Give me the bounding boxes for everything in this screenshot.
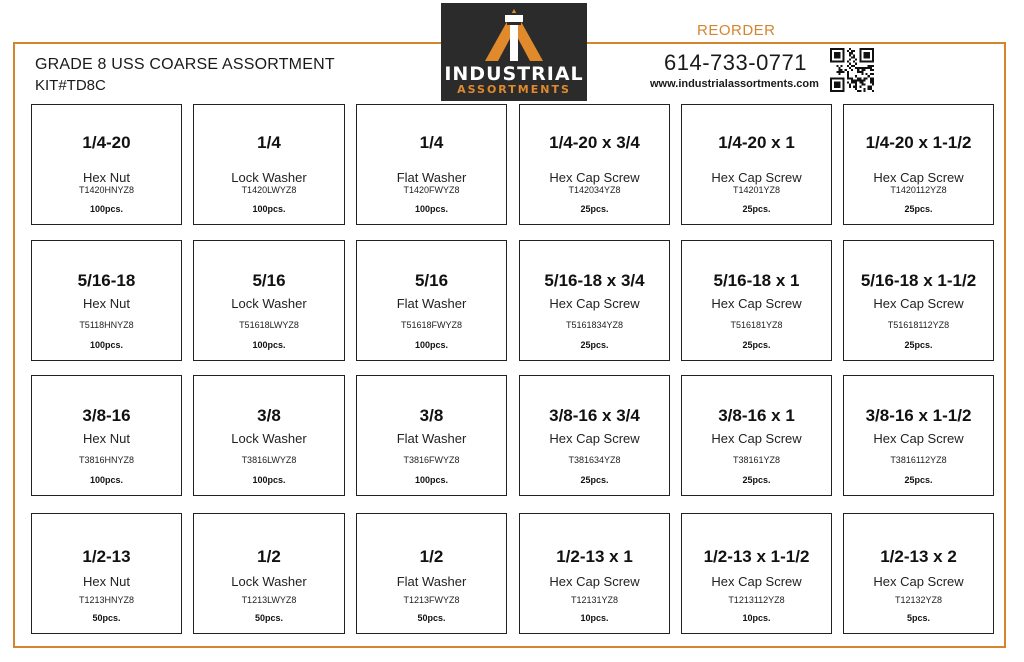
reorder-label: REORDER: [697, 22, 776, 39]
part-name: Hex Cap Screw: [873, 574, 964, 589]
part-code: T1420LWYZ8: [241, 185, 297, 195]
part-name: Hex Cap Screw: [549, 431, 640, 446]
part-name: Hex Nut: [83, 574, 130, 589]
part-quantity: 25pcs.: [742, 204, 771, 214]
part-name: Hex Cap Screw: [711, 170, 802, 185]
part-cell: [193, 513, 345, 634]
part-name: Lock Washer: [231, 170, 307, 185]
part-cell: [519, 375, 670, 496]
kit-number: KIT#TD8C: [35, 77, 106, 94]
part-name: Hex Cap Screw: [549, 296, 640, 311]
part-size: 1/2-13 x 2: [880, 547, 957, 566]
part-code: T1420FWYZ8: [403, 185, 460, 195]
part-cell: [31, 513, 182, 634]
part-code: T38161YZ8: [732, 455, 781, 465]
part-quantity: 100pcs.: [414, 475, 449, 485]
part-name: Lock Washer: [231, 574, 307, 589]
part-code: T516181YZ8: [730, 320, 783, 330]
part-code: T14201YZ8: [732, 185, 781, 195]
part-name: Hex Cap Screw: [873, 296, 964, 311]
part-size: 5/16-18 x 1: [713, 271, 800, 290]
part-cell: [31, 240, 182, 361]
part-name: Hex Cap Screw: [711, 296, 802, 311]
part-code: T3816HNYZ8: [78, 455, 135, 465]
part-cell: [681, 513, 832, 634]
part-cell: [31, 375, 182, 496]
part-cell: [519, 240, 670, 361]
part-code: T381634YZ8: [568, 455, 621, 465]
part-quantity: 25pcs.: [580, 340, 609, 350]
part-name: Hex Cap Screw: [549, 170, 640, 185]
part-cell: [843, 240, 994, 361]
part-name: Hex Cap Screw: [711, 574, 802, 589]
part-cell: [843, 104, 994, 225]
part-cell: [193, 104, 345, 225]
part-code: T12131YZ8: [570, 595, 619, 605]
part-quantity: 50pcs.: [417, 613, 446, 623]
part-size: 1/4-20 x 1-1/2: [865, 133, 972, 152]
part-quantity: 25pcs.: [742, 475, 771, 485]
part-code: T5161834YZ8: [565, 320, 624, 330]
part-quantity: 10pcs.: [580, 613, 609, 623]
part-name: Hex Nut: [83, 296, 130, 311]
part-code: T51618FWYZ8: [400, 320, 463, 330]
part-name: Hex Cap Screw: [549, 574, 640, 589]
part-quantity: 5pcs.: [906, 613, 930, 623]
part-name: Flat Washer: [396, 296, 467, 311]
part-cell: [843, 375, 994, 496]
part-cell: [356, 375, 507, 496]
part-cell: [356, 104, 507, 225]
part-code: T1420HNYZ8: [78, 185, 135, 195]
part-cell: [356, 513, 507, 634]
part-size: 1/4: [419, 133, 444, 152]
part-code: T1213FWYZ8: [403, 595, 460, 605]
part-size: 3/8-16: [82, 406, 131, 425]
part-quantity: 100pcs.: [414, 204, 449, 214]
part-cell: [31, 104, 182, 225]
part-name: Hex Cap Screw: [711, 431, 802, 446]
part-code: T3816112YZ8: [890, 455, 947, 465]
part-quantity: 100pcs.: [89, 204, 124, 214]
part-code: T3816FWYZ8: [403, 455, 460, 465]
part-quantity: 10pcs.: [742, 613, 771, 623]
logo-text-assortments: ASSORTMENTS: [457, 83, 571, 96]
part-name: Hex Cap Screw: [873, 170, 964, 185]
part-quantity: 25pcs.: [904, 475, 933, 485]
part-size: 5/16-18 x 1-1/2: [860, 271, 977, 290]
part-quantity: 25pcs.: [580, 204, 609, 214]
part-code: T3816LWYZ8: [241, 455, 297, 465]
part-code: T51618LWYZ8: [239, 320, 299, 330]
part-name: Flat Washer: [396, 574, 467, 589]
logo-text-industrial: INDUSTRIAL: [444, 63, 584, 85]
part-size: 1/4-20 x 1: [718, 133, 795, 152]
part-cell: [681, 375, 832, 496]
logo-mark-icon: [441, 3, 587, 65]
part-size: 1/2: [257, 547, 281, 566]
part-code: T1213112YZ8: [728, 595, 785, 605]
part-name: Flat Washer: [396, 170, 467, 185]
part-name: Hex Cap Screw: [873, 431, 964, 446]
part-size: 5/16: [252, 271, 286, 290]
part-size: 3/8-16 x 1-1/2: [865, 406, 972, 425]
part-quantity: 50pcs.: [254, 613, 284, 623]
part-size: 5/16-18 x 3/4: [544, 271, 645, 290]
part-name: Lock Washer: [231, 296, 307, 311]
part-quantity: 25pcs.: [904, 340, 933, 350]
part-size: 1/2-13 x 1-1/2: [703, 547, 810, 566]
part-code: T1213HNYZ8: [78, 595, 135, 605]
part-size: 3/8-16 x 1: [718, 406, 795, 425]
assortment-title: GRADE 8 USS COARSE ASSORTMENT: [35, 56, 335, 73]
part-size: 3/8: [419, 406, 444, 425]
part-cell: [356, 240, 507, 361]
part-size: 1/4-20: [82, 133, 131, 152]
part-code: T51618112YZ8: [887, 320, 950, 330]
qr-code-icon: [830, 48, 874, 92]
part-code: T12132YZ8: [894, 595, 943, 605]
part-size: 3/8-16 x 3/4: [549, 406, 640, 425]
part-size: 1/4-20 x 3/4: [549, 133, 640, 152]
part-quantity: 100pcs.: [252, 475, 286, 485]
part-cell: [193, 375, 345, 496]
part-cell: [681, 104, 832, 225]
part-code: T1213LWYZ8: [241, 595, 297, 605]
part-size: 1/2-13 x 1: [556, 547, 633, 566]
part-cell: [519, 513, 670, 634]
part-name: Flat Washer: [396, 431, 467, 446]
part-code: T142034YZ8: [568, 185, 621, 195]
part-name: Hex Nut: [83, 170, 130, 185]
part-size: 5/16: [414, 271, 449, 290]
part-code: T1420112YZ8: [890, 185, 947, 195]
part-quantity: 100pcs.: [89, 475, 124, 485]
part-name: Hex Nut: [83, 431, 130, 446]
part-quantity: 100pcs.: [252, 340, 286, 350]
part-cell: [193, 240, 345, 361]
part-quantity: 50pcs.: [92, 613, 121, 623]
phone-number: 614-733-0771: [664, 50, 808, 75]
part-cell: [681, 240, 832, 361]
part-name: Lock Washer: [231, 431, 307, 446]
part-size: 3/8: [257, 406, 281, 425]
part-size: 5/16-18: [77, 271, 136, 290]
part-size: 1/2: [419, 547, 444, 566]
part-code: T5118HNYZ8: [79, 320, 134, 330]
part-quantity: 25pcs.: [904, 204, 933, 214]
part-quantity: 25pcs.: [742, 340, 771, 350]
part-size: 1/2-13: [82, 547, 131, 566]
part-size: 1/4: [257, 133, 281, 152]
part-quantity: 100pcs.: [89, 340, 124, 350]
part-quantity: 100pcs.: [414, 340, 449, 350]
part-quantity: 25pcs.: [580, 475, 609, 485]
company-logo: [441, 3, 587, 101]
part-cell: [843, 513, 994, 634]
website-url: www.industrialassortments.com: [650, 78, 819, 90]
part-cell: [519, 104, 670, 225]
part-quantity: 100pcs.: [252, 204, 286, 214]
